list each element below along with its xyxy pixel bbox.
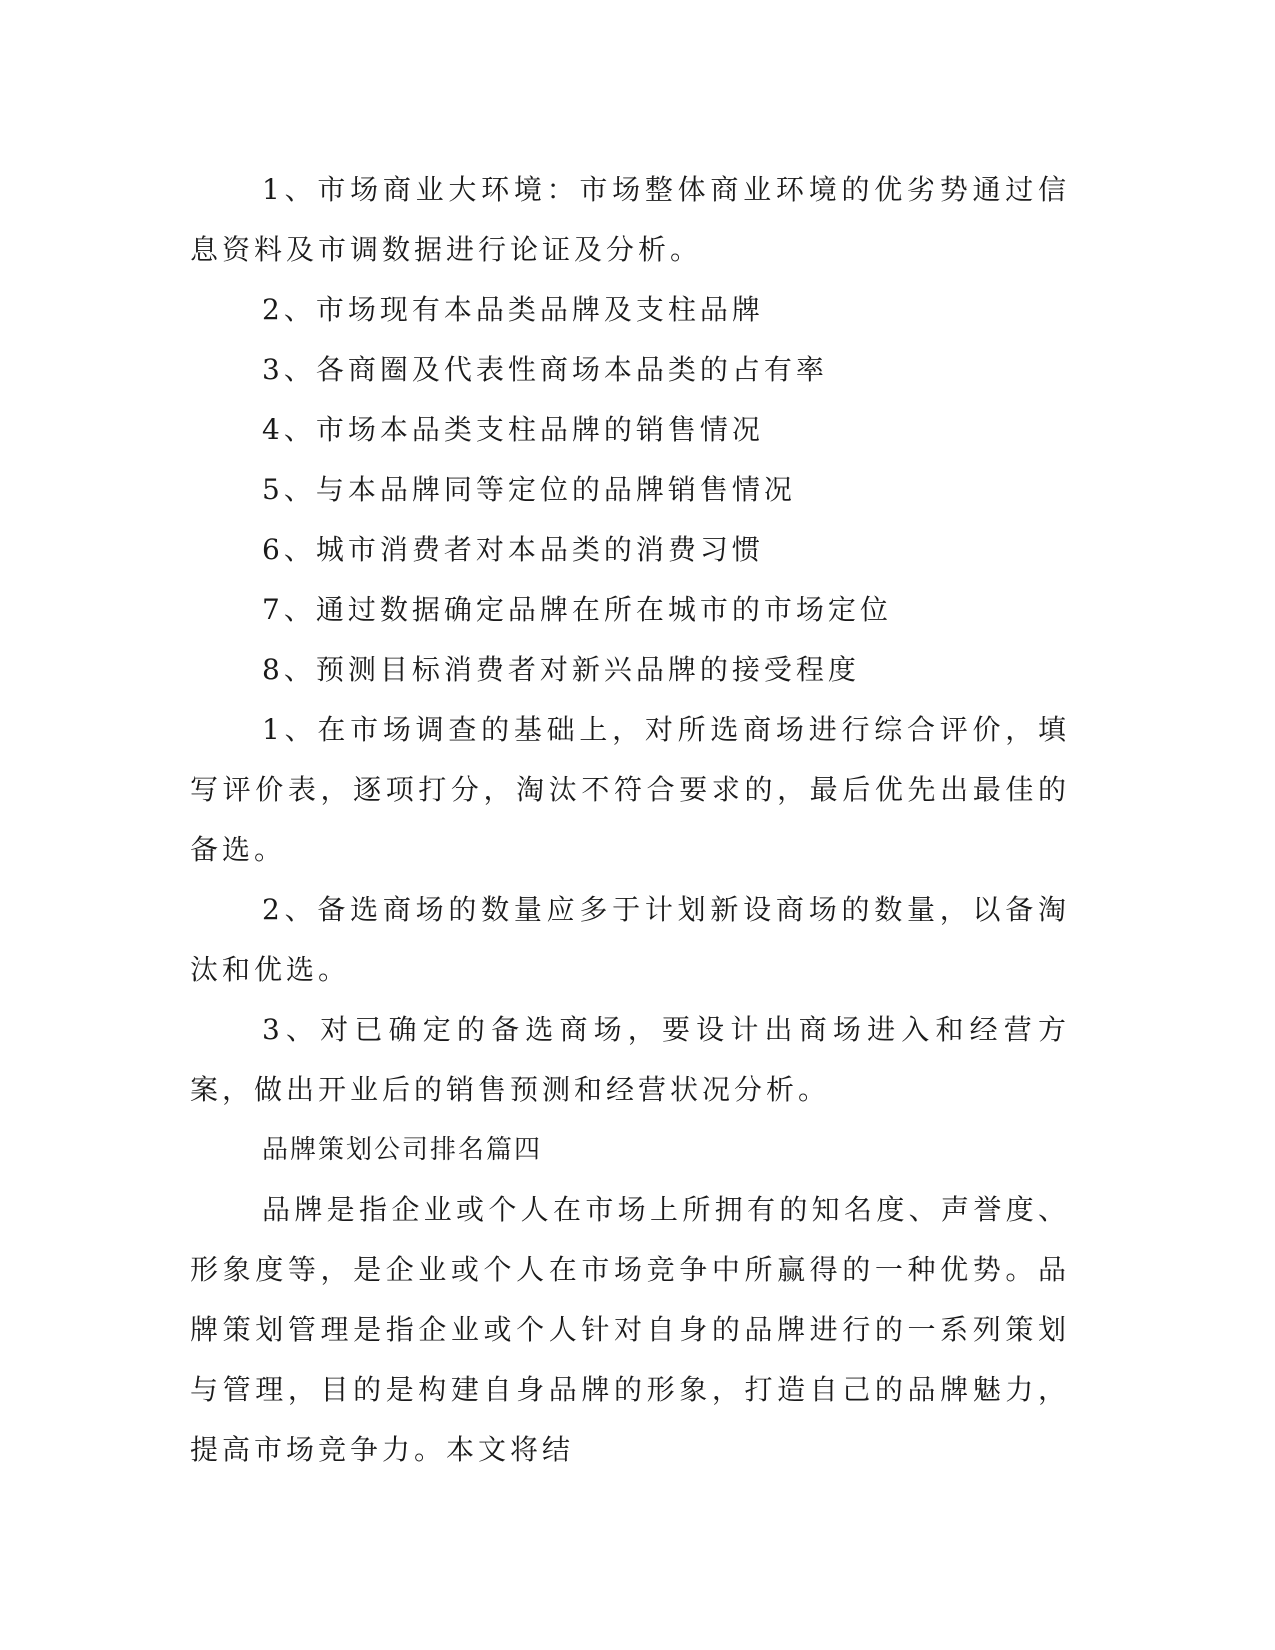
paragraph-brand-definition: 品牌是指企业或个人在市场上所拥有的知名度、声誉度、形象度等，是企业或个人在市场竞争中所赢得的一种优势。品牌策划管理是指企业或个人针对自身的品牌进行的一系列策划与管理，目的是构建自身品牌的形象，打造自己的品牌魅力，提高市场竞争力。本文将结 — [190, 1193, 1070, 1466]
paragraph-peer-brand-sales: 5、与本品牌同等定位的品牌销售情况 — [262, 473, 796, 506]
paragraph-market-positioning: 7、通过数据确定品牌在所在城市的市场定位 — [262, 593, 892, 626]
paragraph-market-environment: 1、市场商业大环境：市场整体商业环境的优劣势通过信息资料及市调数据进行论证及分析。 — [190, 173, 1070, 266]
paragraph-entry-plan: 3、对已确定的备选商场，要设计出商场进入和经营方案，做出开业后的销售预测和经营状况分析。 — [190, 1013, 1070, 1106]
paragraph-pillar-brand-sales: 4、市场本品类支柱品牌的销售情况 — [262, 413, 764, 446]
paragraph-consumer-habits: 6、城市消费者对本品类的消费习惯 — [262, 533, 764, 566]
paragraph-mall-evaluation: 1、在市场调查的基础上，对所选商场进行综合评价，填写评价表，逐项打分，淘汰不符合要求的，最后优先出最佳的备选。 — [190, 713, 1070, 866]
section-heading: 品牌策划公司排名篇四 — [262, 1135, 543, 1165]
paragraph-acceptance-forecast: 8、预测目标消费者对新兴品牌的接受程度 — [262, 653, 860, 686]
paragraph-existing-brands: 2、市场现有本品类品牌及支柱品牌 — [262, 293, 764, 326]
paragraph-candidate-count: 2、备选商场的数量应多于计划新设商场的数量，以备淘汰和优选。 — [190, 893, 1070, 986]
paragraph-market-share: 3、各商圈及代表性商场本品类的占有率 — [262, 353, 828, 386]
document-body — [190, 160, 1070, 1480]
